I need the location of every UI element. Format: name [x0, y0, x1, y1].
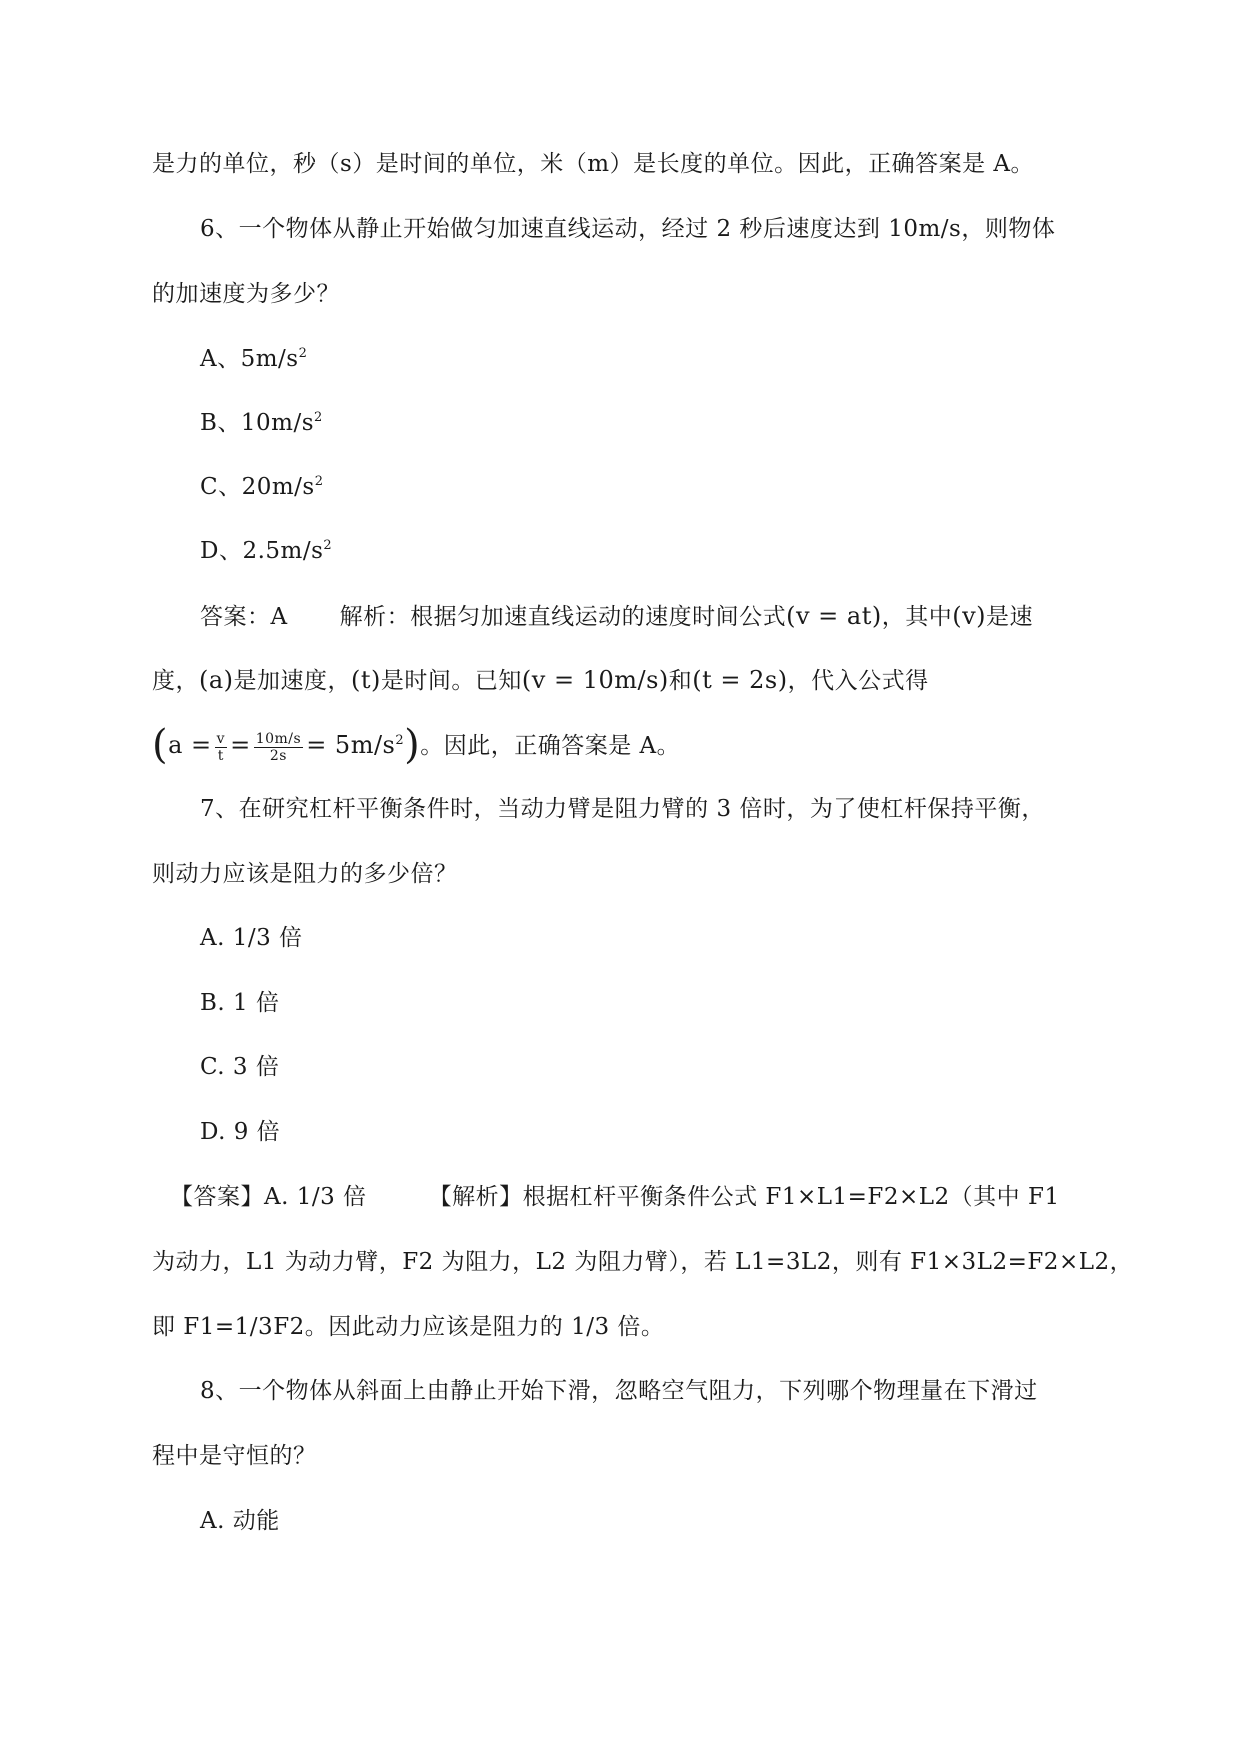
- q6-formula-line: [152, 722, 1092, 768]
- answer-label: 答案：A: [200, 604, 288, 630]
- option-text: B、10m/s: [200, 410, 315, 436]
- q7-option-a: A. 1/3 倍: [200, 925, 303, 951]
- question-6-text: 6、一个物体从静止开始做匀加速直线运动，经过 2 秒后速度达到 10m/s，则物体: [200, 216, 1056, 242]
- option-text: C、20m/s: [200, 474, 315, 500]
- numerator: 10m/s: [255, 730, 302, 747]
- formula: (v = 10m/s): [521, 666, 669, 694]
- formula: (t = 2s): [692, 666, 788, 694]
- explanation-text: 【解析】根据杠杆平衡条件公式 F1×L1=F2×L2（其中 F1: [428, 1184, 1060, 1210]
- q6-option-a: [200, 343, 1140, 375]
- superscript: 2: [298, 346, 308, 361]
- q7-answer-line-2: 为动力，L1 为动力臂，F2 为阻力，L2 为阻力臂），若 L1=3L2，则有 F1×3L2=F2×L2，: [152, 1249, 1134, 1275]
- q7-option-c: C. 3 倍: [200, 1054, 280, 1080]
- question-7-text: 7、在研究杠杆平衡条件时，当动力臂是阻力臂的 3 倍时，为了使杠杆保持平衡，: [200, 796, 1045, 822]
- superscript: 2: [323, 538, 333, 553]
- option-text: A、5m/s: [200, 346, 299, 372]
- explanation-text: 是速: [986, 604, 1034, 630]
- superscript: 2: [314, 410, 323, 425]
- q6-option-c: [200, 471, 1140, 503]
- q6-answer-line-2: [152, 664, 1092, 697]
- fraction-values: [254, 731, 304, 764]
- explanation-text: 是加速度，: [233, 668, 352, 694]
- explanation-text: 解析：根据匀加速直线运动的速度时间公式: [339, 604, 787, 630]
- q6-option-d: [200, 535, 1140, 567]
- q7-answer-line: [170, 1181, 1110, 1213]
- explanation-text: 和: [668, 668, 693, 694]
- text-line: 是力的单位，秒（s）是时间的单位，米（m）是长度的单位。因此，正确答案是 A。: [152, 151, 1035, 177]
- explanation-text: ，其中: [881, 604, 953, 630]
- fraction-v-t: [215, 731, 227, 764]
- formula: = 5m/s: [306, 731, 396, 759]
- formula: (t): [351, 666, 381, 694]
- explanation-text: ，代入公式得: [787, 668, 929, 694]
- explanation-text: 是时间。已知: [380, 668, 522, 694]
- paren: (: [152, 722, 169, 768]
- question-8-text: 8、一个物体从斜面上由静止开始下滑，忽略空气阻力，下列哪个物理量在下滑过: [200, 1378, 1038, 1404]
- question-8-text-cont: 程中是守恒的？: [152, 1443, 317, 1469]
- q7-answer-line-3: 即 F1=1/3F2。因此动力应该是阻力的 1/3 倍。: [152, 1314, 665, 1340]
- superscript: 2: [314, 474, 324, 489]
- option-text: D、2.5m/s: [200, 538, 324, 564]
- question-6-text-cont: 的加速度为多少？: [152, 281, 340, 307]
- answer-label: 【答案】A. 1/3 倍: [170, 1184, 367, 1210]
- formula: a =: [168, 731, 212, 759]
- formula: =: [230, 731, 251, 759]
- q8-option-a: A. 动能: [200, 1508, 280, 1534]
- formula: (a): [199, 666, 234, 694]
- explanation-text: 度，: [152, 668, 199, 694]
- q7-option-b: B. 1 倍: [200, 990, 280, 1016]
- superscript: 2: [395, 733, 405, 748]
- q6-option-b: [200, 407, 1140, 439]
- q7-option-d: D. 9 倍: [200, 1119, 281, 1145]
- question-7-text-cont: 则动力应该是阻力的多少倍？: [152, 861, 458, 887]
- denominator: t: [217, 747, 224, 764]
- explanation-text: 。因此，正确答案是 A。: [420, 733, 681, 759]
- formula: (v = at): [786, 602, 882, 630]
- denominator: 2s: [269, 747, 287, 764]
- paren: ): [404, 722, 421, 768]
- q6-answer-line: [200, 600, 1140, 633]
- formula: (v): [952, 602, 987, 630]
- numerator: v: [216, 730, 226, 747]
